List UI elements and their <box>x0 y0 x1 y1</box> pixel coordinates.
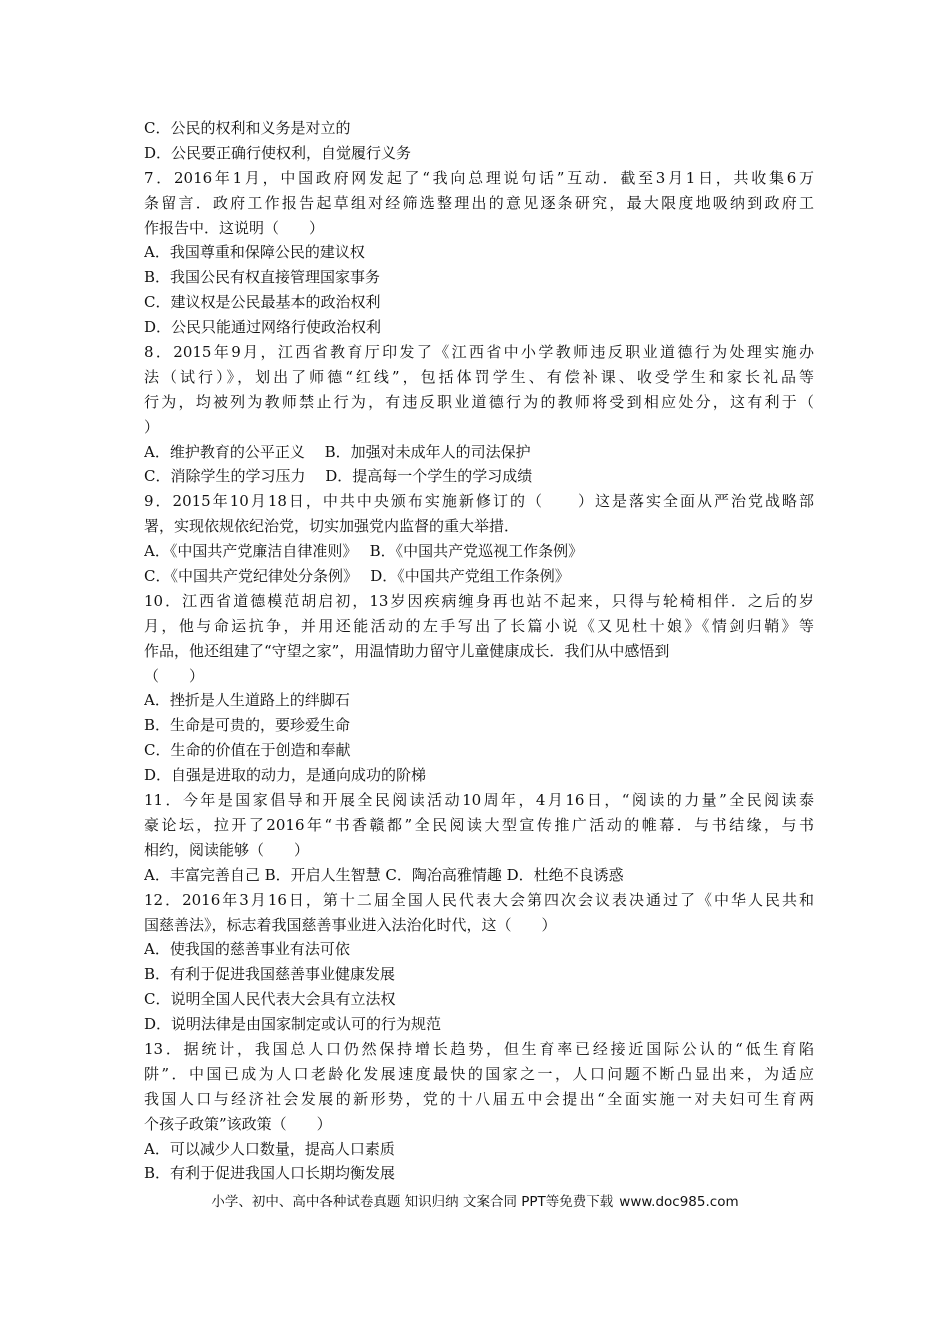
text-line: 我国人口与经济社会发展的新形势，党的十八届五中会提出“全面实施一对夫妇可生育两 <box>144 1089 814 1108</box>
text-line: C．公民的权利和义务是对立的 <box>144 119 351 137</box>
text-line: 作报告中．这说明（ ） <box>144 218 325 237</box>
text-line: A．挫折是人生道路上的绊脚石 <box>144 691 350 710</box>
text-line: 行为，均被列为教师禁止行为，有违反职业道德行为的教师将受到相应处分，这有利于（ <box>144 392 814 411</box>
text-line: C．《中国共产党纪律处分条例》 D．《中国共产党组工作条例》 <box>144 567 570 586</box>
text-line: C．说明全国人民代表大会具有立法权 <box>144 990 396 1009</box>
text-line: B．有利于促进我国人口长期均衡发展 <box>144 1164 396 1183</box>
text-line: 13．据统计，我国总人口仍然保持增长趋势，但生育率已经接近国际公认的“低生育陷 <box>144 1039 814 1058</box>
text-line: 相约，阅读能够（ ） <box>144 840 310 859</box>
text-line: C．消除学生的学习压力 D．提高每一个学生的学习成绩 <box>144 467 533 486</box>
text-line: B．我国公民有权直接管理国家事务 <box>144 268 381 287</box>
text-line: A．使我国的慈善事业有法可依 <box>144 940 350 959</box>
text-line: 11．今年是国家倡导和开展全民阅读活动10周年，4月16日，“阅读的力量”全民阅读泰 <box>144 791 814 810</box>
text-line: D．公民要正确行使权利，自觉履行义务 <box>144 143 412 162</box>
text-line: 署，实现依规依纪治党，切实加强党内监督的重大举措． <box>144 517 520 536</box>
text-line: 豪论坛，拉开了2016年“书香赣都”全民阅读大型宣传推广活动的帷幕．与书结缘，与书 <box>144 815 814 834</box>
text-line: A．《中国共产党廉洁自律准则》 B．《中国共产党巡视工作条例》 <box>144 542 584 561</box>
text-line: A．维护教育的公平正义 B．加强对未成年人的司法保护 <box>144 442 531 461</box>
text-line: D．公民只能通过网络行使政治权利 <box>144 318 382 337</box>
text-line: 国慈善法》，标志着我国慈善事业进入法治化时代，这（ ） <box>144 915 557 934</box>
text-line: 阱”．中国已成为人口老龄化发展速度最快的国家之一，人口问题不断凸显出来，为适应 <box>144 1064 814 1083</box>
page-footer <box>0 1190 950 1210</box>
text-line: 12．2016年3月16日，第十二届全国人民代表大会第四次会议表决通过了《中华人民共和 <box>144 890 814 909</box>
text-line: C．建议权是公民最基本的政治权利 <box>144 293 381 312</box>
text-line: ） <box>144 417 160 436</box>
text-line: 月，他与命运抗争，并用还能活动的左手写出了长篇小说《又见杜十娘》《情剑归鞘》等 <box>144 616 814 635</box>
text-line: 8．2015年9月，江西省教育厅印发了《江西省中小学教师违反职业道德行为处理实施办 <box>144 343 814 362</box>
footer-url[interactable]: www.doc985.com <box>619 1194 739 1210</box>
text-line: A．我国尊重和保障公民的建议权 <box>144 243 365 262</box>
text-line: A．可以减少人口数量，提高人口素质 <box>144 1139 395 1158</box>
text-line: C．生命的价值在于创造和奉献 <box>144 741 351 760</box>
text-line: B．有利于促进我国慈善事业健康发展 <box>144 965 396 984</box>
text-line: 10．江西省道德模范胡启初，13岁因疾病缠身再也站不起来，只得与轮椅相伴．之后的岁 <box>144 591 814 610</box>
text-line: 9．2015年10月18日，中共中央颁布实施新修订的（ ）这是落实全面从严治党战略部 <box>144 492 814 511</box>
text-line: D．说明法律是由国家制定或认可的行为规范 <box>144 1015 442 1034</box>
text-line: （ ） <box>144 666 205 685</box>
text-line: 法（试行）》，划出了师德“红线”，包括体罚学生、有偿补课、收受学生和家长礼品等 <box>144 367 814 386</box>
text-line: 作品，他还组建了“守望之家”，用温情助力留守儿童健康成长．我们从中感悟到 <box>144 641 670 660</box>
text-line: A．丰富完善自己 B．开启人生智慧 C．陶冶高雅情趣 D．杜绝不良诱惑 <box>144 865 624 884</box>
text-line: 7．2016年1月，中国政府网发起了“我向总理说句话”互动．截至3月1日，共收集6万 <box>144 168 814 187</box>
footer-text: 小学、初中、高中各种试卷真题 知识归纳 文案合同 PPT等免费下载 <box>211 1194 614 1210</box>
text-line: D．自强是进取的动力，是通向成功的阶梯 <box>144 766 427 785</box>
exam-text-body <box>144 116 814 1186</box>
text-line: 条留言．政府工作报告起草组对经筛选整理出的意见逐条研究，最大限度地吸纳到政府工 <box>144 193 814 212</box>
text-line: 个孩子政策”该政策（ ） <box>144 1114 332 1133</box>
text-line: B．生命是可贵的，要珍爱生命 <box>144 716 351 735</box>
